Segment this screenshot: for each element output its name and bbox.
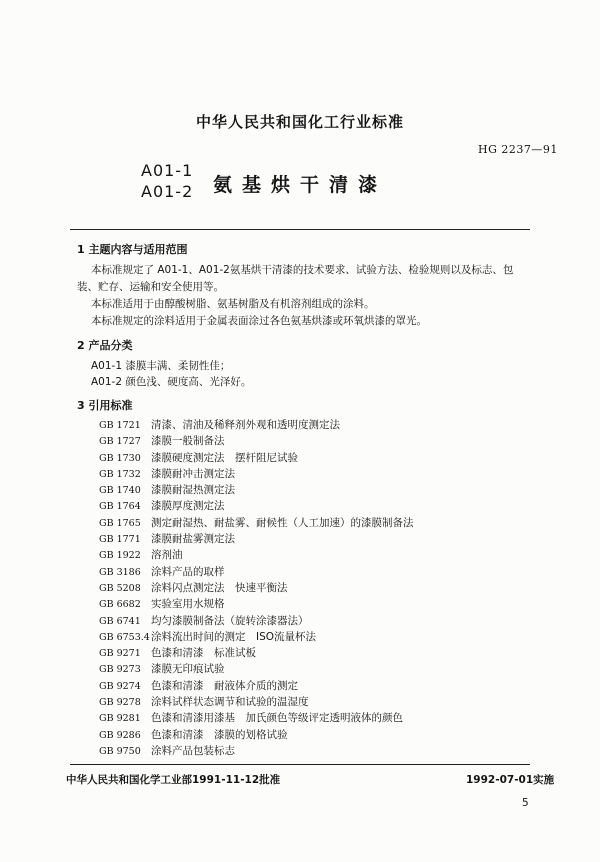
reference-item (99, 547, 414, 563)
reference-code: GB 1765 (99, 517, 141, 529)
section-heading: 3 引用标准 (77, 399, 133, 412)
paragraph: A01-2 颜色浅、硬度高、光泽好。 (91, 376, 252, 388)
reference-item (99, 694, 414, 710)
reference-title: 色漆和清漆 漆膜的划格试验 (151, 728, 288, 741)
reference-item (99, 678, 414, 694)
reference-title: 色漆和清漆 标准试板 (151, 647, 256, 660)
reference-title: 测定耐湿热、耐盐雾、耐候性（人工加速）的漆膜制备法 (151, 516, 414, 529)
reference-code: GB 5208 (99, 582, 141, 594)
section-heading: 1 主题内容与适用范围 (77, 243, 188, 256)
reference-code: GB 9271 (99, 648, 141, 660)
paragraph: 本标准规定了 A01-1、A01-2氨基烘干清漆的技术要求、试验方法、检验规则以及标志、包 (91, 264, 514, 276)
standard-name: 中华人民共和国化工行业标准 (195, 113, 404, 131)
reference-item (99, 450, 414, 466)
reference-title: 漆膜厚度测定法 (151, 500, 225, 513)
reference-item (99, 466, 414, 482)
footer-divider (70, 764, 530, 765)
reference-item (99, 743, 414, 759)
reference-item (99, 417, 414, 433)
reference-item (99, 661, 414, 677)
reference-title: 溶剂油 (151, 549, 183, 562)
reference-code: GB 1771 (99, 534, 141, 546)
implementation-date: 1992-07-01实施 (466, 774, 555, 786)
reference-item (99, 531, 414, 547)
reference-code: GB 1764 (99, 501, 141, 513)
reference-title: 涂料闪点测定法 快速平衡法 (151, 581, 288, 594)
reference-title: 涂料产品包装标志 (151, 744, 235, 757)
reference-title: 漆膜一般制备法 (151, 435, 225, 448)
reference-code: GB 1730 (99, 452, 141, 464)
reference-title: 漆膜耐湿热测定法 (151, 484, 235, 497)
reference-code: GB 9750 (99, 745, 141, 757)
reference-item (99, 710, 414, 726)
header-divider (70, 229, 530, 230)
reference-title: 均匀漆膜制备法（旋转涂漆器法） (151, 614, 309, 627)
reference-title: 涂料试样状态调节和试验的温湿度 (151, 696, 309, 709)
reference-code: GB 6682 (99, 599, 141, 611)
page-number: 5 (522, 797, 529, 809)
reference-item (99, 498, 414, 514)
paragraph: A01-1 漆膜丰满、柔韧性佳； (91, 360, 231, 372)
reference-code: GB 6741 (99, 615, 141, 627)
product-code: A01-2 (141, 182, 194, 201)
reference-code: GB 1721 (99, 420, 141, 431)
reference-item (99, 727, 414, 743)
paragraph: 本标准适用于由醇酸树脂、氨基树脂及有机溶剂组成的涂料。 (91, 298, 375, 310)
reference-code: GB 1727 (99, 436, 141, 448)
reference-code: GB 3186 (99, 566, 141, 578)
product-title: 氨基烘干清漆 (213, 174, 388, 196)
reference-code: GB 9274 (99, 680, 141, 692)
reference-list (99, 417, 414, 759)
reference-item (99, 433, 414, 449)
reference-title: 色漆和清漆 耐液体介质的测定 (151, 679, 298, 692)
reference-code: GB 1732 (99, 468, 141, 480)
reference-title: 漆膜硬度测定法 摆杆阻尼试验 (151, 451, 298, 464)
reference-title: 涂料流出时间的测定 ISO流量杯法 (151, 630, 317, 643)
reference-code: GB 6753.4 (99, 631, 150, 643)
reference-code: GB 9281 (99, 713, 141, 725)
reference-code: GB 1922 (99, 550, 141, 562)
paragraph: 装、贮存、运输和安全使用等。 (77, 281, 224, 293)
standard-code: HG 2237—91 (478, 143, 558, 156)
reference-item (99, 580, 414, 596)
product-code: A01-1 (141, 161, 194, 180)
reference-title: 实验室用水规格 (151, 598, 225, 611)
reference-item (99, 645, 414, 661)
reference-item (99, 596, 414, 612)
reference-title: 漆膜耐盐雾测定法 (151, 533, 235, 546)
reference-item (99, 482, 414, 498)
reference-item (99, 564, 414, 580)
reference-title: 漆膜无印痕试验 (151, 663, 225, 676)
reference-item (99, 515, 414, 531)
approval-note: 中华人民共和国化学工业部1991-11-12批准 (66, 774, 281, 786)
reference-code: GB 9278 (99, 697, 141, 709)
reference-item (99, 629, 414, 645)
reference-title: 涂料产品的取样 (151, 565, 225, 578)
section-heading: 2 产品分类 (77, 339, 133, 352)
product-codes (141, 160, 193, 202)
reference-code: GB 1740 (99, 485, 141, 497)
reference-code: GB 9286 (99, 729, 141, 741)
reference-title: 色漆和清漆用漆基 加氏颜色等级评定透明液体的颜色 (151, 712, 403, 725)
reference-code: GB 9273 (99, 664, 141, 676)
reference-title: 漆膜耐冲击测定法 (151, 467, 235, 480)
reference-title: 清漆、清油及稀释剂外观和透明度测定法 (151, 419, 340, 431)
paragraph: 本标准规定的涂料适用于金属表面涂过各色氨基烘漆或环氧烘漆的罩光。 (91, 315, 427, 327)
reference-item (99, 613, 414, 629)
